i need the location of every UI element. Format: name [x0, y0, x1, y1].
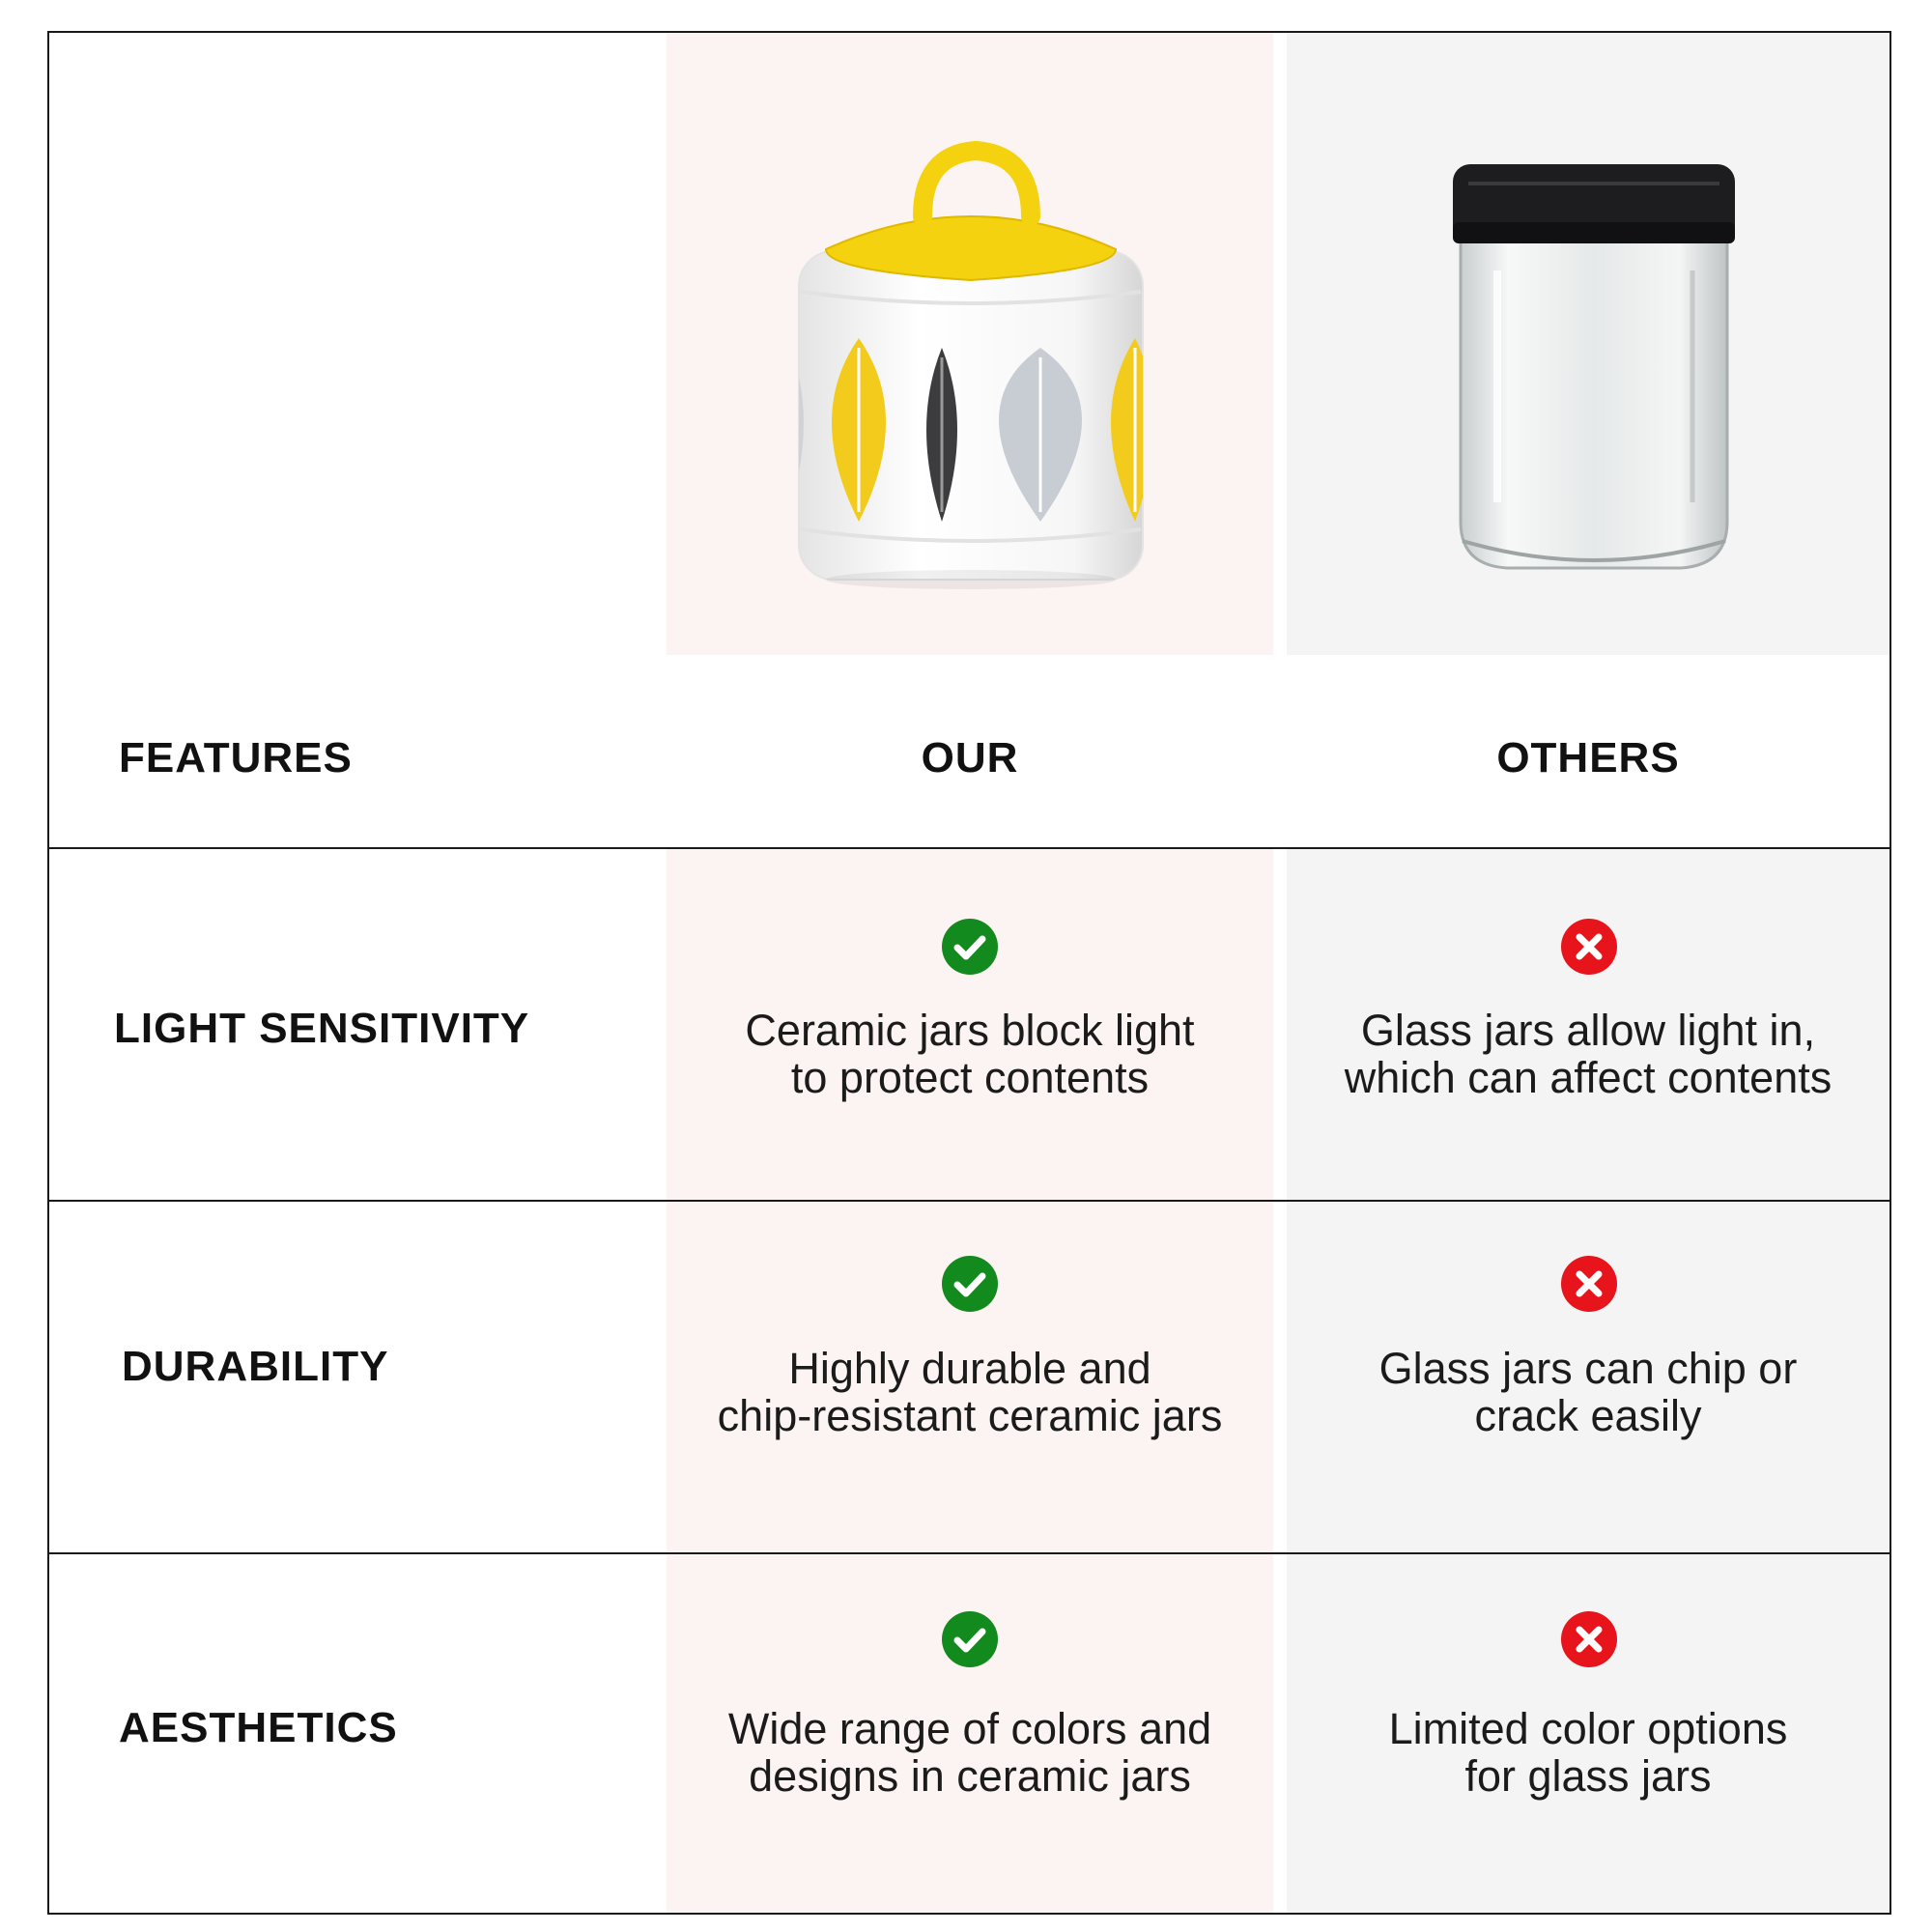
text-line: Limited color options	[1388, 1704, 1788, 1753]
our-aesthetics-text	[667, 1705, 1273, 1800]
features-header: FEATURES	[119, 734, 353, 781]
check-icon	[942, 919, 998, 975]
row-divider	[47, 847, 1891, 849]
others-aesthetics-text	[1287, 1705, 1889, 1800]
text-line: Wide range of colors and	[727, 1704, 1212, 1753]
feature-light-sensitivity: LIGHT SENSITIVITY	[114, 1005, 530, 1052]
feature-aesthetics: AESTHETICS	[119, 1704, 398, 1751]
text-line: Ceramic jars block light	[745, 1006, 1195, 1055]
text-line: Glass jars allow light in,	[1360, 1006, 1816, 1055]
text-line: to protect contents	[790, 1053, 1150, 1102]
text-line: for glass jars	[1464, 1751, 1712, 1801]
our-header: OUR	[921, 734, 1019, 781]
text-line: crack easily	[1474, 1391, 1702, 1440]
text-line: which can affect contents	[1344, 1053, 1833, 1102]
cross-icon	[1561, 1611, 1617, 1667]
our-light-sensitivity-text	[667, 1007, 1273, 1101]
others-header: OTHERS	[1496, 734, 1680, 781]
feature-durability: DURABILITY	[122, 1343, 389, 1390]
check-icon	[942, 1256, 998, 1312]
glass-jar-image	[1439, 155, 1748, 580]
others-durability-text	[1287, 1345, 1889, 1439]
row-divider	[47, 1552, 1891, 1554]
text-line: Glass jars can chip or	[1378, 1344, 1798, 1393]
text-line: Highly durable and	[788, 1344, 1151, 1393]
ceramic-jar-image	[778, 126, 1164, 599]
our-durability-text	[667, 1345, 1273, 1439]
cross-icon	[1561, 919, 1617, 975]
text-line: chip-resistant ceramic jars	[717, 1391, 1223, 1440]
cross-icon	[1561, 1256, 1617, 1312]
text-line: designs in ceramic jars	[749, 1751, 1191, 1801]
row-divider	[47, 1200, 1891, 1202]
others-light-sensitivity-text	[1287, 1007, 1889, 1101]
check-icon	[942, 1611, 998, 1667]
